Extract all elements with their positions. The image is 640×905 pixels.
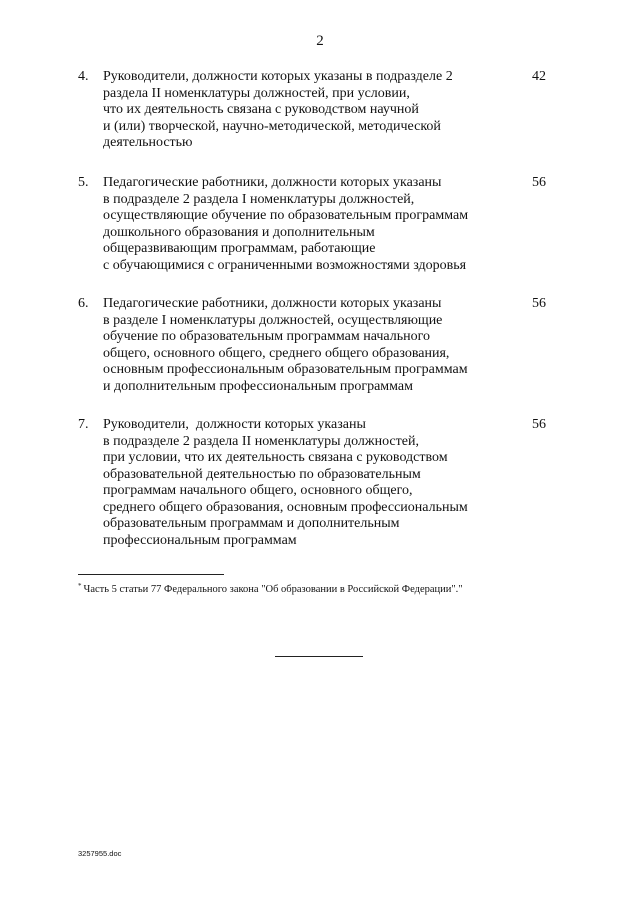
item-number: 4. — [78, 69, 89, 84]
item-hours: 56 — [532, 175, 546, 190]
item-hours: 56 — [532, 417, 546, 432]
footnote — [78, 582, 463, 595]
item-text: Педагогические работники, должности которых указаны в подразделе 2 раздела I номенклатуры должностей, осуществляющие обучение по образовательным программам дошкольного образования и дополнительным общеразвивающим программам, работающие с обучающимися с ограниченными возможностями здоровья — [103, 175, 469, 273]
item-number: 7. — [78, 417, 89, 432]
item-number: 6. — [78, 296, 89, 311]
item-text: Педагогические работники, должности которых указаны в разделе I номенклатуры должностей, осуществляющие обучение по образовательным программам начального общего, основного общего, среднего общего образования, основным профессиональным образовательным программам и дополнительным профессиональным программам — [103, 296, 468, 394]
footnote-separator — [78, 574, 224, 575]
item-text: Руководители, должности которых указаны в подразделе 2 раздела II номенклатуры должностей, при условии, что их деятельность связана с руководством научной и (или) творческой, научно-методической, методической деятельностью — [103, 69, 453, 150]
page-number: 2 — [316, 33, 324, 49]
item-text: Руководители, должности которых указаны в подразделе 2 раздела II номенклатуры должностей, при условии, что их деятельность связана с руководством образовательной деятельностью по образовательным программам начального общего, основного общего, среднего общего образования, основным профессиональным образовательным программам и дополнительным профессиональным программам — [103, 417, 468, 548]
footnote-text: Часть 5 статьи 77 Федерального закона "Об образовании в Российской Федерации"." — [83, 584, 463, 595]
footnote-marker: * — [78, 582, 82, 590]
item-number: 5. — [78, 175, 89, 190]
file-name: 3257955.doc — [78, 849, 122, 858]
item-hours: 56 — [532, 296, 546, 311]
end-divider — [275, 656, 363, 657]
item-hours: 42 — [532, 69, 546, 84]
